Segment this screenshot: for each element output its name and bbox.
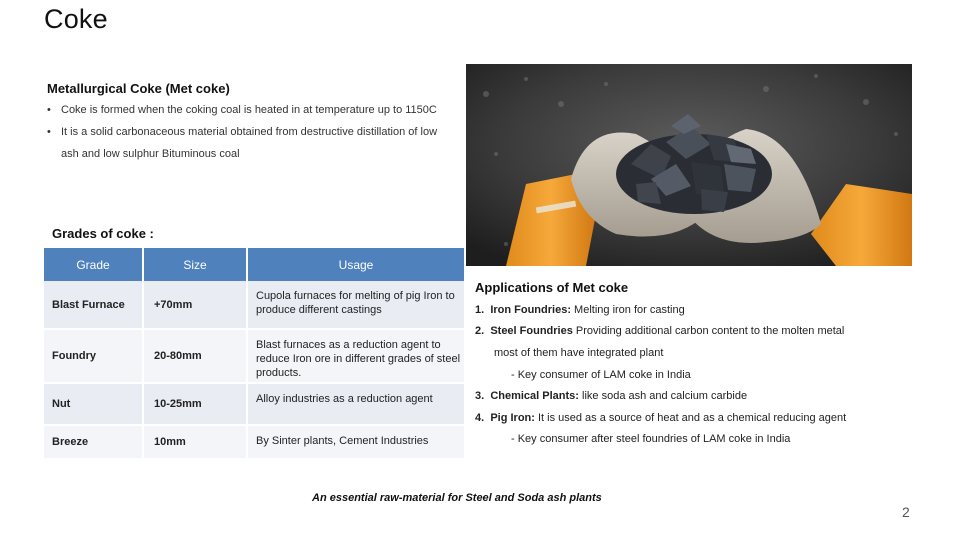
- table-header-row: [44, 248, 464, 281]
- section-heading: Metallurgical Coke (Met coke): [47, 81, 230, 96]
- application-note: - Key consumer of LAM coke in India: [511, 369, 691, 381]
- item-text: Providing additional carbon content to the molten metal: [575, 325, 845, 337]
- header-grade: Grade: [44, 248, 143, 281]
- header-size: Size: [143, 248, 247, 281]
- item-number: 4.: [475, 412, 485, 424]
- cell-usage: Cupola furnaces for melting of pig Iron to produce different castings: [247, 281, 464, 329]
- bullet-text: Coke is formed when the coking coal is heated in at temperature up to 1150C: [61, 104, 437, 116]
- table-row: [44, 383, 464, 425]
- application-note: most of them have integrated plant: [494, 347, 664, 359]
- item-number: 1.: [475, 304, 485, 316]
- application-item: [475, 412, 846, 424]
- item-number: 2.: [475, 325, 485, 337]
- slide-title: Coke: [44, 4, 108, 34]
- footer-tagline: An essential raw-material for Steel and Soda ash plants: [312, 492, 602, 504]
- grades-table: [44, 248, 464, 460]
- cell-grade: Foundry: [44, 329, 143, 383]
- item-text: like soda ash and calcium carbide: [582, 390, 748, 402]
- applications-title: Applications of Met coke: [475, 280, 629, 295]
- bullet-dot-icon: •: [47, 126, 51, 138]
- bullet-continuation: ash and low sulphur Bituminous coal: [61, 148, 240, 160]
- grades-label: Grades of coke :: [52, 226, 154, 241]
- item-text: It is used as a source of heat and as a chemical reducing agent: [537, 412, 847, 424]
- page-number: 2: [902, 504, 910, 520]
- cell-usage: Alloy industries as a reduction agent: [247, 383, 464, 425]
- table-row: [44, 329, 464, 383]
- item-name: Steel Foundries: [490, 325, 573, 337]
- bullet-item: [47, 104, 437, 116]
- cell-size: 20-80mm: [143, 329, 247, 383]
- item-name: Chemical Plants:: [490, 390, 579, 402]
- table-row: [44, 281, 464, 329]
- item-number: 3.: [475, 390, 485, 402]
- item-name: Pig Iron:: [490, 412, 535, 424]
- cell-grade: Breeze: [44, 425, 143, 459]
- bullet-item: [47, 126, 437, 138]
- application-item: [475, 390, 747, 402]
- cell-size: 10-25mm: [143, 383, 247, 425]
- cell-grade: Blast Furnace: [44, 281, 143, 329]
- item-text: Melting iron for casting: [574, 304, 685, 316]
- bullet-text: It is a solid carbonaceous material obtained from destructive distillation of low: [61, 126, 438, 138]
- header-usage: Usage: [247, 248, 464, 281]
- application-item: [475, 304, 685, 316]
- cell-usage: By Sinter plants, Cement Industries: [247, 425, 464, 459]
- cell-size: 10mm: [143, 425, 247, 459]
- application-note: - Key consumer after steel foundries of LAM coke in India: [511, 433, 791, 445]
- application-item: [475, 325, 844, 337]
- coke-photo: [466, 64, 912, 266]
- cell-usage: Blast furnaces as a reduction agent to reduce Iron ore in different grades of steel products.: [247, 329, 464, 383]
- table-row: [44, 425, 464, 459]
- cell-size: +70mm: [143, 281, 247, 329]
- bullet-dot-icon: •: [47, 104, 51, 116]
- item-name: Iron Foundries:: [490, 304, 571, 316]
- cell-grade: Nut: [44, 383, 143, 425]
